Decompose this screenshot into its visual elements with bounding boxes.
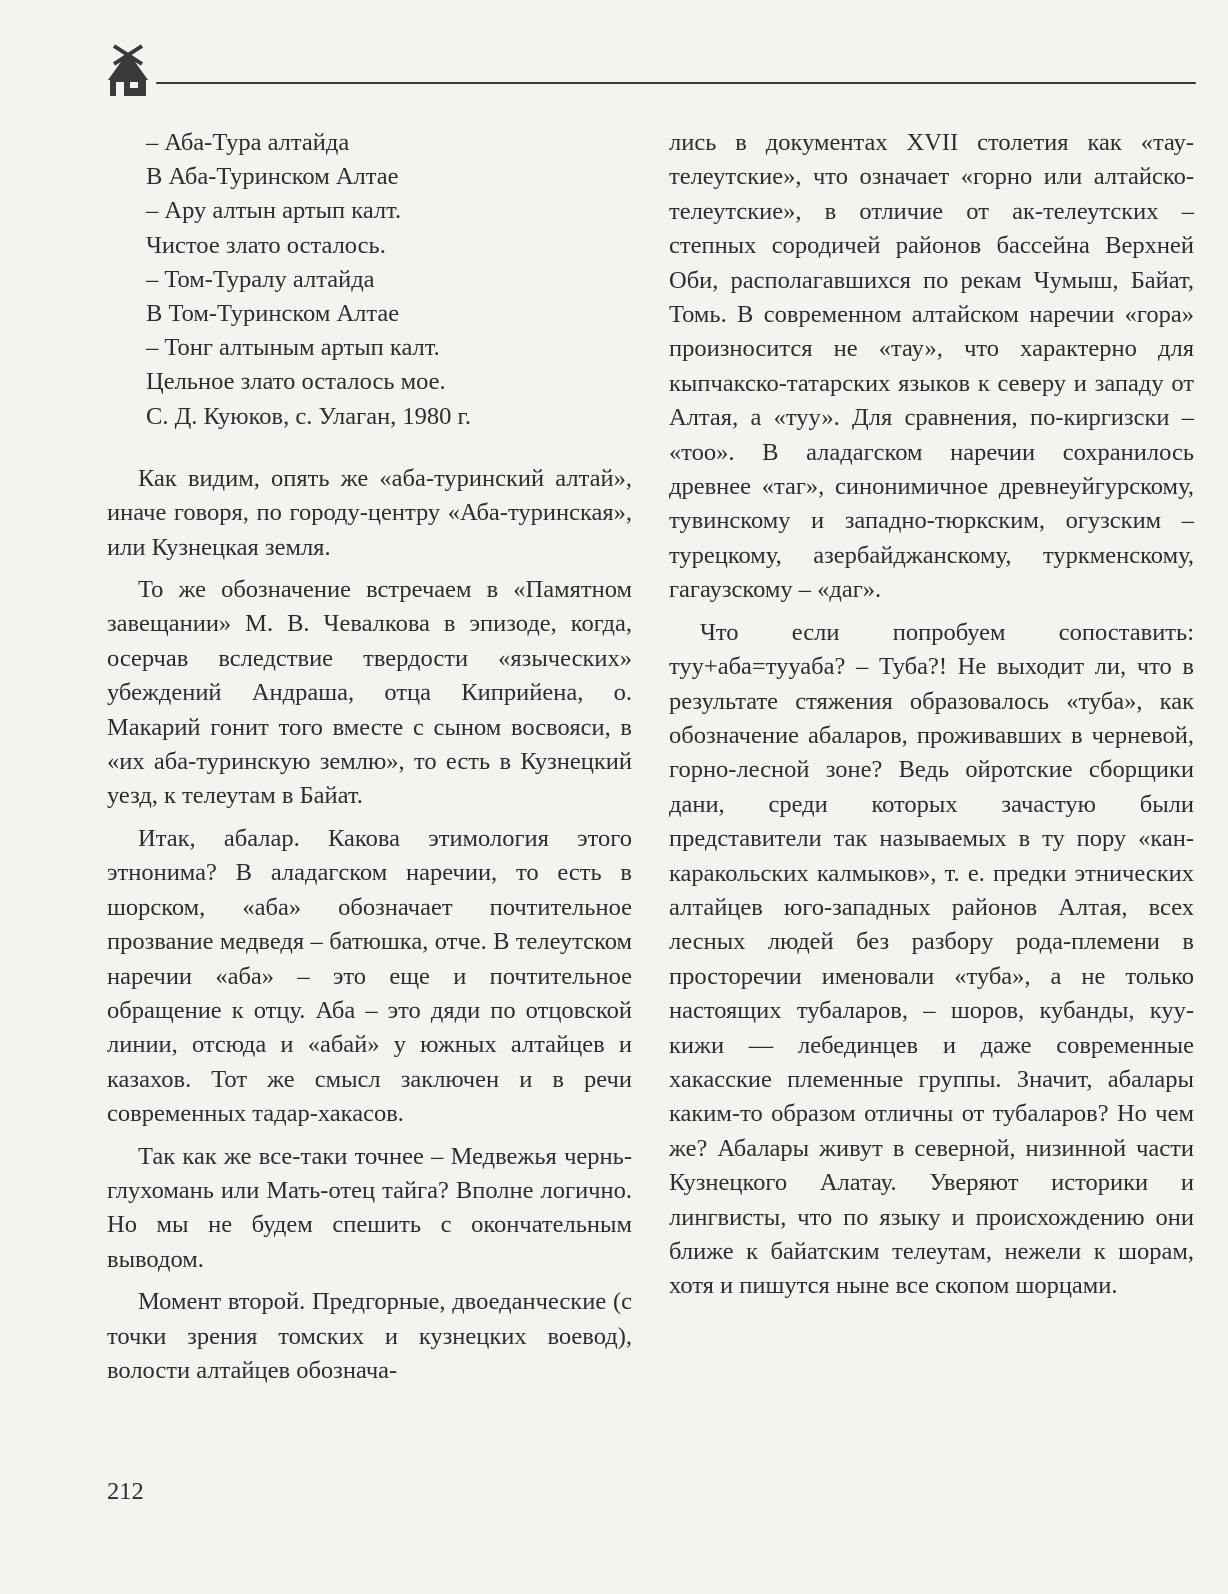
paragraph: лись в документах XVII столетия как «тау-телеутские», что означает «горно или алтайско-телеутские», в отличие от ак-телеутских – степных сородичей районов бассейна Верхней Оби, располагавшихся по рекам Чумыш, Байат, Томь. В современном алтайском наречии «гора» произносится не «тау», что характерно для кыпчакско-татарских языков к северу и западу от Алтая, а «туу». Для сравнения, по-киргизски – «тоо». В аладагском наречии сохранилось древнее «таг», синонимичное древнеуйгурскому, тувинскому и западно-тюркским, огузским – турецкому, азербайджанскому, туркменскому, гагаузскому – «даг». (669, 129, 1194, 604)
paragraph: Итак, абалар. Какова этимология этого этнонима? В аладагском наречии, то есть в шорском, «аба» обозначает почтительное прозвание медведя – батюшка, отче. В телеутском наречии «аба» – это еще и почтительное обращение к отцу. Аба – это дяди по отцовской линии, отсюда и «абай» у южных алтайцев и казахов. Тот же смысл заключен и в речи современных тадар-хакасов. (107, 824, 632, 1128)
verse-block (107, 126, 632, 434)
verse-attribution: С. Д. Куюков, с. Улаган, 1980 г. (146, 402, 471, 430)
verse-line: – Тонг алтыным артып калт. (107, 331, 632, 365)
left-column (107, 126, 632, 1388)
header-rule (156, 82, 1196, 84)
hut-icon (104, 42, 156, 98)
paragraph: Что если попробуем сопоставить: туу+аба=тууаба? – Туба?! Не выходит ли, что в результате стяжения образовалось «туба», как обозначение абаларов, проживавших в черневой, горно-лесной зоне? Ведь ойротские сборщики дани, среди которых зачастую были представители так называемых в ту пору «кан-каракольских калмыков», т. е. предки этнических алтайцев юго-западных районов Алтая, всех лесных людей без разбору рода-племени в просторечии именовали «туба», а не только настоящих тубаларов, – шоров, кубанды, куу-кижи — лебединцев и даже современные хакасские племенные группы. Значит, абалары каким-то образом отличны от тубаларов? Но чем же? Абалары живут в северной, низинной части Кузнецкого Алатау. Уверяют историки и лингвисты, что по языку и происхождению они ближе к байатским телеутам, нежели к шорам, хотя и пишутся ныне все скопом шорцами. (669, 618, 1194, 1300)
page-number: 212 (107, 1478, 144, 1505)
verse-line: – Том-Туралу алтайда (107, 263, 632, 297)
paragraph: То же обозначение встречаем в «Памятном завещании» М. В. Чевалкова в эпизоде, когда, осерчав вследствие твердости «языческих» убеждений Андраша, отца Киприйена, о. Макарий гонит того вместе с сыном восвояси, в «их аба-туринскую землю», то есть в Кузнецкий уезд, к телеутам в Байат. (107, 576, 632, 810)
right-column (669, 126, 1194, 1304)
paragraph: Момент второй. Предгорные, двоеданческие (с точки зрения томских и кузнецких воевод), волости алтайцев обознача- (107, 1288, 632, 1384)
page-header (104, 42, 1196, 102)
verse-line: В Том-Туринском Алтае (146, 300, 400, 328)
verse-line: В Аба-Туринском Алтае (146, 163, 399, 191)
verse-line: – Ару алтын артып калт. (107, 194, 632, 228)
paragraph: Так как же все-таки точнее – Медвежья чернь-глухомань или Мать-отец тайга? Вполне логично. Но мы не будем спешить с окончательным выводом. (107, 1142, 632, 1273)
verse-line: – Аба-Тура алтайда (107, 126, 632, 160)
verse-line: Цельное злато осталось мое. (146, 368, 446, 396)
verse-line: Чистое злато осталось. (146, 231, 386, 259)
paragraph: Как видим, опять же «аба-туринский алтай», иначе говоря, по городу-центру «Аба-туринская», или Кузнецкая земля. (107, 464, 632, 561)
